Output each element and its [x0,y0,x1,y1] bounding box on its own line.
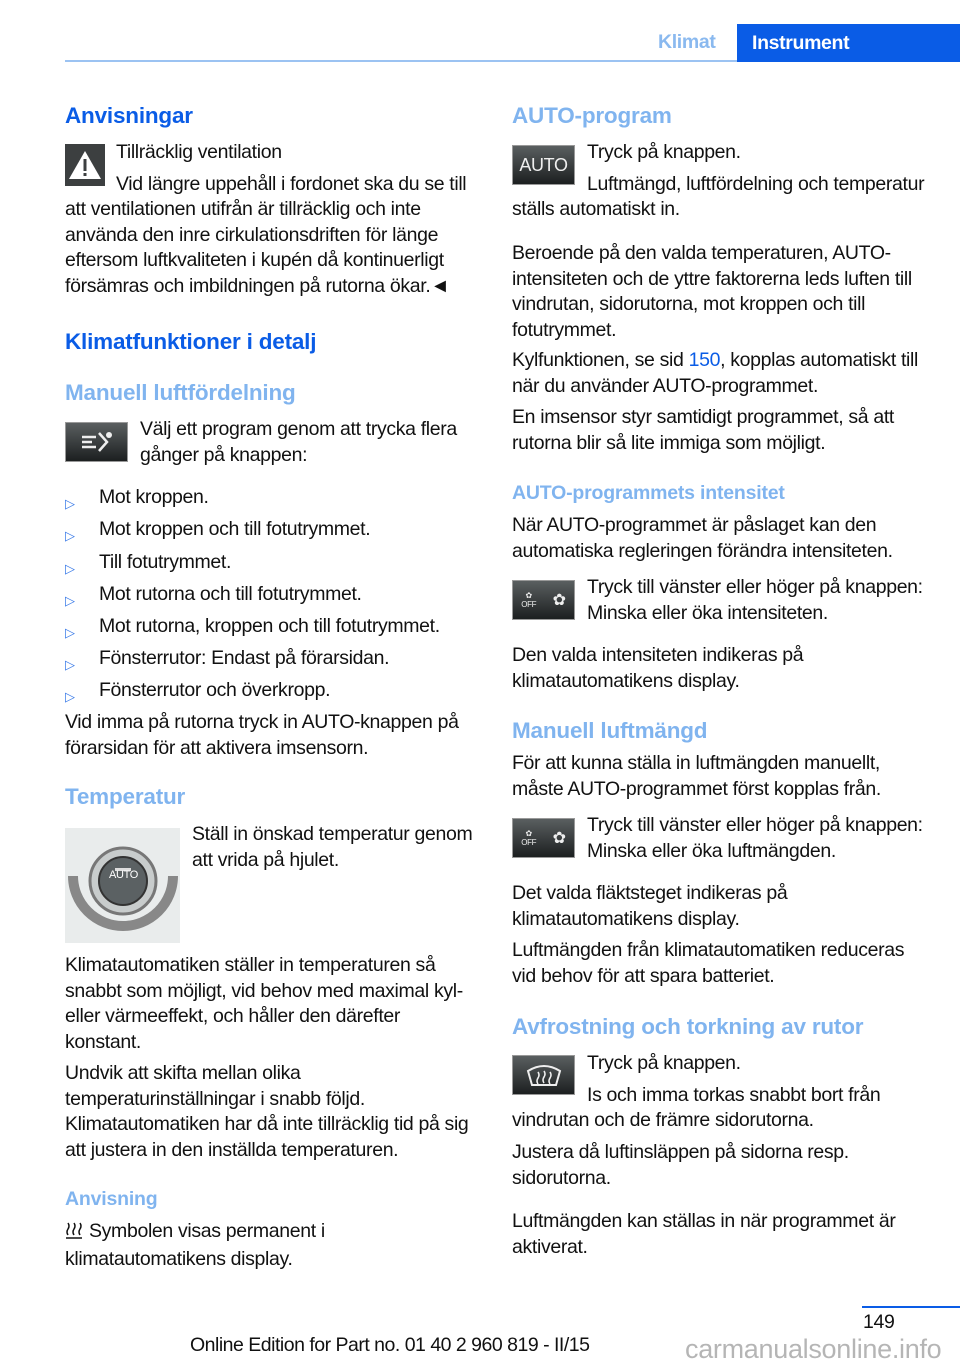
subsection-title-intensitet: AUTO-programmets intensitet [512,482,785,504]
auto-button-icon: AUTO [512,145,575,185]
list-item [65,485,499,511]
avfrostning-line2: Is och imma torkas snabbt bort från vindrutan och de främre sidorutorna. [512,1083,881,1131]
fan-off-label: OFF [521,838,537,847]
avfrostning-p1: Justera då luftinsläppen på sidorna resp. sidorutorna. [512,1141,849,1189]
tab-klimat[interactable]: Klimat [658,31,716,53]
manuell-intro: Välj ett program genom att trycka flera gånger på knappen: [140,418,457,466]
anvisning-text: Symbolen visas permanent i klimatautomatikens display. [65,1220,325,1270]
list-item [65,582,499,608]
auto-program-block [512,140,927,223]
bullet-icon: ▷ [65,625,75,640]
warning-icon [65,144,105,186]
intensitet-p1: När AUTO-programmet är påslaget kan den automatiska regleringen förändra intensiteten. [512,514,893,562]
icon-spacer [512,1051,587,1097]
bullet-icon: ▷ [65,496,75,511]
temperatur-p1: Klimatautomatiken ställer in temperaturen så snabbt som möjligt, vid behov med maximal kyl- eller värmeeffekt, och håller den därefter konstant. [65,954,463,1053]
fan-button-icon [512,580,575,620]
icon-spacer [512,140,587,186]
subsection-title-manuell-luftmangd: Manuell luftmängd [512,718,708,743]
luftmangd-p3: Luftmängden från klimatautomatiken reduceras vid behov för att spara batteriet. [512,939,905,987]
intensitet-p2: Den valda intensiteten indikeras på klimatautomatikens display. [512,644,804,692]
header-rule [65,60,737,62]
luftmangd-instr: Tryck till vänster eller höger på knappen: Minska eller öka luftmängden. [587,814,923,862]
section-title-auto-program: AUTO-program [512,103,672,128]
avfrostning-p2: Luftmängden kan ställas in när programmet är aktiverat. [512,1210,896,1258]
tab-instrument[interactable]: Instrument [737,24,960,62]
auto-p2-text: Kylfunktionen, se sid [512,349,689,371]
list-item [65,646,499,672]
bullet-icon: ▷ [65,528,75,543]
fan-off-icon: ✿ OFF [521,829,537,847]
auto-line1: Tryck på knappen. [587,141,741,163]
air-distribution-button-icon [65,422,128,462]
avfrostning-block [512,1051,927,1134]
subsection-title-temperatur: Temperatur [65,784,186,809]
bullet-icon: ▷ [65,689,75,704]
bullet-icon: ▷ [65,657,75,672]
auto-p3: En imsensor styr samtidigt programmet, så att rutorna blir så lite immiga som möjligt. [512,406,894,454]
temperatur-p2: Undvik att skifta mellan olika temperaturinställningar i snabb följd. Klimatautomatiken har då inte tillräcklig tid på sig att justera in den inställda temperaturen. [65,1062,469,1161]
warning-text: Vid längre uppehåll i fordonet ska du se till att ventilationen utifrån är tillräcklig och inte använda den inre cirkulationsdriften för länge eftersom luftkvaliteten i kupén då kontinuerligt försämras och imbildningen på rutorna ökar.◄ [65,172,467,297]
list-item [65,614,499,640]
bullet-icon: ▷ [65,593,75,608]
list-item-text: Mot kroppen. [99,486,209,508]
list-item-text: Till fotutrymmet. [99,551,232,573]
watermark: carmanualsonline.info [685,1334,942,1362]
warning-block [65,140,480,299]
list-item-text: Mot rutorna, kroppen och till fotutrymmet. [99,615,440,637]
auto-p2 [512,348,927,399]
list-item-text: Fönsterrutor och överkropp. [99,679,331,701]
subsection-title-manuell-luftfordelning: Manuell luftfördelning [65,380,296,405]
list-item [65,550,499,576]
luftmangd-p1: För att kunna ställa in luftmängden manuellt, måste AUTO-programmet först kopplas från. [512,752,881,800]
page-number: 149 [863,1311,895,1333]
list-item [65,517,499,543]
avfrostning-line1: Tryck på knappen. [587,1052,741,1074]
section-title-klimatfunktioner: Klimatfunktioner i detalj [65,329,317,354]
warning-title: Tillräcklig ventilation [116,141,282,163]
fan-icon: ✿ [552,830,566,847]
list-item [65,678,499,704]
auto-line2: Luftmängd, luftfördelning och temperatur ställs automatiskt in. [512,172,925,220]
manuell-outro: Vid imma på rutorna tryck in AUTO-knappen på förarsidan för att aktivera imsensorn. [65,711,459,759]
fan-off-icon: ✿ OFF [521,591,537,609]
temperature-knob-image [65,828,180,943]
fan-off-label: OFF [521,600,537,609]
heat-symbol-icon [65,1221,85,1247]
footer-rule [862,1306,960,1308]
luftmangd-p2: Det valda fläktsteget indikeras på klimatautomatikens display. [512,882,788,930]
section-title-anvisningar: Anvisningar [65,103,193,128]
subsection-title-avfrostning: Avfrostning och torkning av rutor [512,1014,864,1039]
knob-auto-label: AUTO [109,869,138,881]
subsection-title-anvisning: Anvisning [65,1188,158,1210]
edition-text: Online Edition for Part no. 01 40 2 960 819 - II/15 [190,1334,590,1356]
list-item-text: Fönsterrutor: Endast på förarsidan. [99,647,390,669]
temperatur-intro: Ställ in önskad temperatur genom att vrida på hjulet. [192,823,473,871]
auto-p2-text-after: , kopplas automatiskt till när du använder AUTO-programmet. [512,349,918,397]
list-item-text: Mot rutorna och till fotutrymmet. [99,583,362,605]
auto-p1: Beroende på den valda temperaturen, AUTO-intensiteten och de yttre faktorerna leds luften till vindrutan, sidorutorna, mot kroppen och till fotutrymmet. [512,242,912,341]
page-link-150[interactable]: 150 [688,349,721,371]
bullet-icon: ▷ [65,561,75,576]
fan-icon: ✿ [552,592,566,609]
anvisning-text-block [65,1219,477,1272]
intensitet-instr: Tryck till vänster eller höger på knappen: Minska eller öka intensiteten. [587,576,923,624]
fan-button-icon [512,818,575,858]
list-item-text: Mot kroppen och till fotutrymmet. [99,518,371,540]
